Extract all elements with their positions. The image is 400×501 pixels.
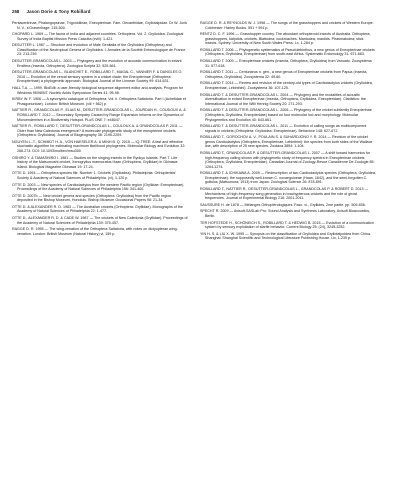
reference-entry: NGUYEN L.-T., SCHMIDT H. A., VON HAESELER A. & MINH B. Q. 2015 — IQ-TREE: A fast and effective stochastic algorithm for estimating maximum likelihood phylogenies. Molecular Biology and Evolution 32: 268-274. DOI: 10.1093/molbev/msu300.	[12, 139, 186, 153]
references-column-left	[12, 21, 188, 238]
reference-entry: ROBILLARD T. & DESUTTER-GRANDCOLAS L. 2004 — Phylogeny and the modalities of acoustic diversification in extant Eneopterinae (Insecta, Orthoptera, Grylloidea, Eneopteridae). Cladistics: the International Journal of the Willi Hennig Society 20: 271-293.	[200, 92, 366, 106]
reference-entry: NATTIER R., ROBILLARD T., DESUTTER-GRANDCOLAS L., COULOUX A. & GRANDCOLAS P. 2011 — Older than New Caledonia emergence? A molecular phylogenetic study of the eneopterine crickets (Orthoptera: Grylloidea). Journal of Biogeography 38: 2195-2209.	[12, 124, 183, 138]
reference-entry: ROBILLARD T. & DESUTTER-GRANDCOLAS L. 2011 — Evolution of calling songs as multicomponent signals in crickets (Orthoptera: Grylloidea: Eneopterinae). Behaviour 148: 627-672.	[200, 124, 367, 133]
reference-entry: ROBILLARD T., NATTIER R., DESUTTER-GRANDCOLAS L., GRANDCOLAS P. & ROBERT D. 2013 — Mechanisms of high-frequency song generation in brachypterous crickets and the role of ghost frequencies. Journal of Experimental Biology 216: 2001-2011.	[200, 187, 369, 201]
reference-entry: OTTE D. 2003 — New species of Cardiodactylus from the western Pacific region (Gryllidae: Eneopterinae). Proceedings of the Academy of Natural Sciences of Philadelphia 156: 341-400.	[12, 182, 185, 192]
reference-entry: SPECHT R. 2009 — Avisoft-SASLab Pro: Sound Analysis and Synthesis Laboratory. Avisoft Bioacoustics, Berlin.	[200, 209, 371, 218]
reference-entry: NATTIER R., GRANDCOLAS P., ELIAS M., DESUTTER-GRANDCOLAS L., JOURDAN H., COUDOUX A. & ROBILLARD T. 2012 — Secondary Sympatry Caused by Range Expansion Informs on the Dynamics of Microendemism in a Biodiversity Hotspot. PLoS ONE 7: e48047.	[12, 108, 186, 122]
reference-entry: OSHIRO Y. & TAMASHIRO I. 1981 — Studies on the singing insects in the Ryukyu Islands. Part 7. Life history of the Matsumushi cricket, Xenogryllus marmoratus Haan (Orthoptera, Gryllidae) in Okinawa Island. Biological Magazine Okinawa 19: 17-24.	[12, 155, 178, 169]
reference-entry: DESUTTER-GRANDCOLAS L. 2003 — Phylogeny and the evolution of acoustic communication in extant Ensifera (Insecta, Orthoptera). Zoologica Scripta 32: 525-561.	[12, 59, 182, 68]
page-number: 258	[12, 9, 20, 14]
reference-entry: ROBILLARD T. 2014 — Review and revision of the century-old types of Cardiodactylus crickets (Grylloidea, Eneopterinae, Lebinthini). Zoosystema 36: 107-125.	[200, 81, 373, 91]
reference-entry: ROBILLARD T. & DESUTTER-GRANDCOLAS L. 2006 — Phylogeny of the cricket subfamily Eneopterinae (Orthoptera, Grylloidea, Eneopteridae) based on four molecular loci and morphology. Molecular Phylogenetics and Evolution 40: 643-661.	[200, 108, 372, 122]
reference-entry: RAGGE D. R. & REYNOLDS W. J. 1998 — The songs of the grasshoppers and crickets of Western Europe. Colchester: Harley Books. 591 + 591 p.	[200, 21, 374, 30]
running-header	[12, 8, 388, 16]
reference-entry: Pentacentrinae, Phalangopsinae, Trigonidiinae, Eneopterinae. Fam. Oecanthidae, Gryllotalpidae. Dr W. Junk N. V., s'Gravenhage: 215-500.	[12, 21, 188, 30]
reference-entry: OTTE D. 1994 — Orthoptera species file. Number 1. Crickets (Grylloidea). Philadelphia: Orthopterists' Society & Academy of Natural Sciences of Philadelphia. (vi), 1-120 p.	[12, 171, 176, 180]
reference-entry: ROBILLARD T. 2009 — Eneopterinae crickets (Insecta, Orthoptera, Grylloidea) from Vanuatu. Zoosystema 31: 577-618.	[200, 59, 372, 68]
reference-entry: OTTE D. 2007b — New cricket genera and species (Orthoptera: Grylloidea) from the Pacific region deposited in the Bishop Museum, Honolulu. Bishop Museum Occasional Papers 98: 21-34.	[12, 193, 172, 203]
reference-entry: ROBILLARD T., GRANDCOLAS P. & DESUTTER-GRANDCOLAS L. 2007 — A shift toward harmonics for high-frequency calling shown with phylogenetic study of frequency spectra in Eneopterinae crickets (Orthoptera, Grylloidea, Eneopteridae). Canadian Journal of Zoology-Revue Canadienne De Zoologie 85: 1264-1274.	[200, 151, 375, 169]
running-head-authors: Jason Dorie & Tony Robillard	[26, 9, 91, 14]
reference-entry: HALL T.A. — 1999. BioEdit: a user-friendly biological sequence alignment editor and analysis. Program for Windows 95/98/NT. Nucleic Acids Symposium Series 41: 95-98.	[12, 86, 183, 95]
reference-entry: RAGGE D. R. 1955 — The wing-venation of the Orthoptera Saltatoria, with notes on dictyopteran wing-venation. London: British Museum (Natural History) vi, 159 p.	[12, 227, 178, 236]
reference-entry: ROBILLARD T. 2011 — Centuriarus n. gen., a new genus of Eneopterinae crickets from Papua (Insecta, Orthoptera, Grylloidea). Zoosystema 32: 49-60.	[200, 70, 368, 79]
reference-entry: SAUSSURE H. de 1878 — Mélanges Orthoptérologiques. Fasc. vi., Gryllides, 2me partie. pp. 509-836.	[200, 202, 366, 207]
reference-entry: TER HOFSTEDE H., SCHÖNEICH S., ROBILLARD T. & HEDWIG B. 2015 — Evolution of a communication system by sensory exploitation of startle behavior. Current Biology 25: (24), 3245-3252.	[200, 220, 374, 230]
reference-entry: RENTZ D. C. F. 1996 — Grasshopper country. The abundant orthopteroid insects of Australia. Orthoptera; grasshoppers, katydids, crickets. Blattodea; cockroaches. Mantodea; mantids. Phasmatodea; stick insects. Sydney: University of New South Wales Press. i-x, 1-284 p.	[200, 32, 371, 46]
reference-entry: ROBILLARD T., GOROCHOV A. V., POULAIN S. & SUHARDJONO Y. R. 2014 — Revision of the cricket genus Cardiodactylus (Orthoptera, Eneopterinae, Lebinthini): the species from both sides of the Wallace line, with description of 25 new species. Zootaxa 3854: 1-104.	[200, 135, 373, 149]
reference-entry: YIN H. S. & LIU X. W. 1995 — Synopsis on the classification of Grylloidea and Gryllotalpoidea from China. Shanghai: Shanghai Scientific and Technological Literature Publishing House. i-iv, 1-239 p.	[200, 231, 371, 241]
reference-entry: OTTE D., ALEXANDER R. D. & CADE W. 1987 — The crickets of New Caledonia (Gryllidae). Proceedings of the Academy of Natural Sciences of Philadelphia 139: 375-457.	[12, 216, 188, 225]
reference-entry: ROBILLARD T. 2006 — Phylogenetic systematics of Pseudolebinthus, a new genus of Eneopterinae crickets (Orthoptera, Grylloidea, Eneopterinae) from south-east Africa. Systematic Entomology 31: 671-683.	[200, 47, 375, 57]
reference-entry: OTTE D. & ALEXANDER R. D. 1983 — The Australian crickets (Orthoptera: Gryllidae). Monographs of the Academy of Natural Sciences of Philadelphia 22: 1-477.	[12, 204, 183, 214]
reference-entry: KIRBY W. F. 1906 — A synonymic catalogue of Orthoptera. Vol. ii. Orthoptera Saltatoria. Part I (Achetidae et Phasgonuridae). London: British Museum. (viii + 562) p.	[12, 97, 186, 106]
reference-entry: DESUTTER L. 1987 — Structure and evolution of Male Genitalia of the Grylloidea (Orthoptera) and Classification of the Neotropical Genera of Grylloidea. I. Annales de la Société Entomologique de France 23: 213-239.	[12, 43, 186, 57]
reference-entry: CHOPARD L. 1969 — The fauna of India and adjacent countries. Orthoptera. Vol. 2. Grylloidea. Zoological Survey of India Baptist Mission Press Calcutta (xviii): 1-421.	[12, 32, 184, 41]
reference-entry: ROBILLARD T. & ICHIKAWA A. 2009 — Redescription of two Cardiodactylus species (Orthoptera, Grylloidea, Eneopterinae): the supposedly well-known C. novaeguineae (Haan, 1842), and the semi-forgotten C. guttulus (Matsumura, 1913) from Japan. Zoological Science 26: 878-891.	[200, 171, 376, 185]
reference-entry: DESUTTER-GRANDCOLAS L., BLANCHET E., ROBILLARD T., MAGAL C., VANNIER F. & DANGLES O. 2010 — Evolution of the cercal sensory system in a cricket clade: the Eneopterinae (Orthoptera: Eneopterinae) a phylogenetic approach. Biological Journal of the Linnean Society 99: 614-631.	[12, 70, 183, 84]
references-column-right	[200, 21, 376, 243]
